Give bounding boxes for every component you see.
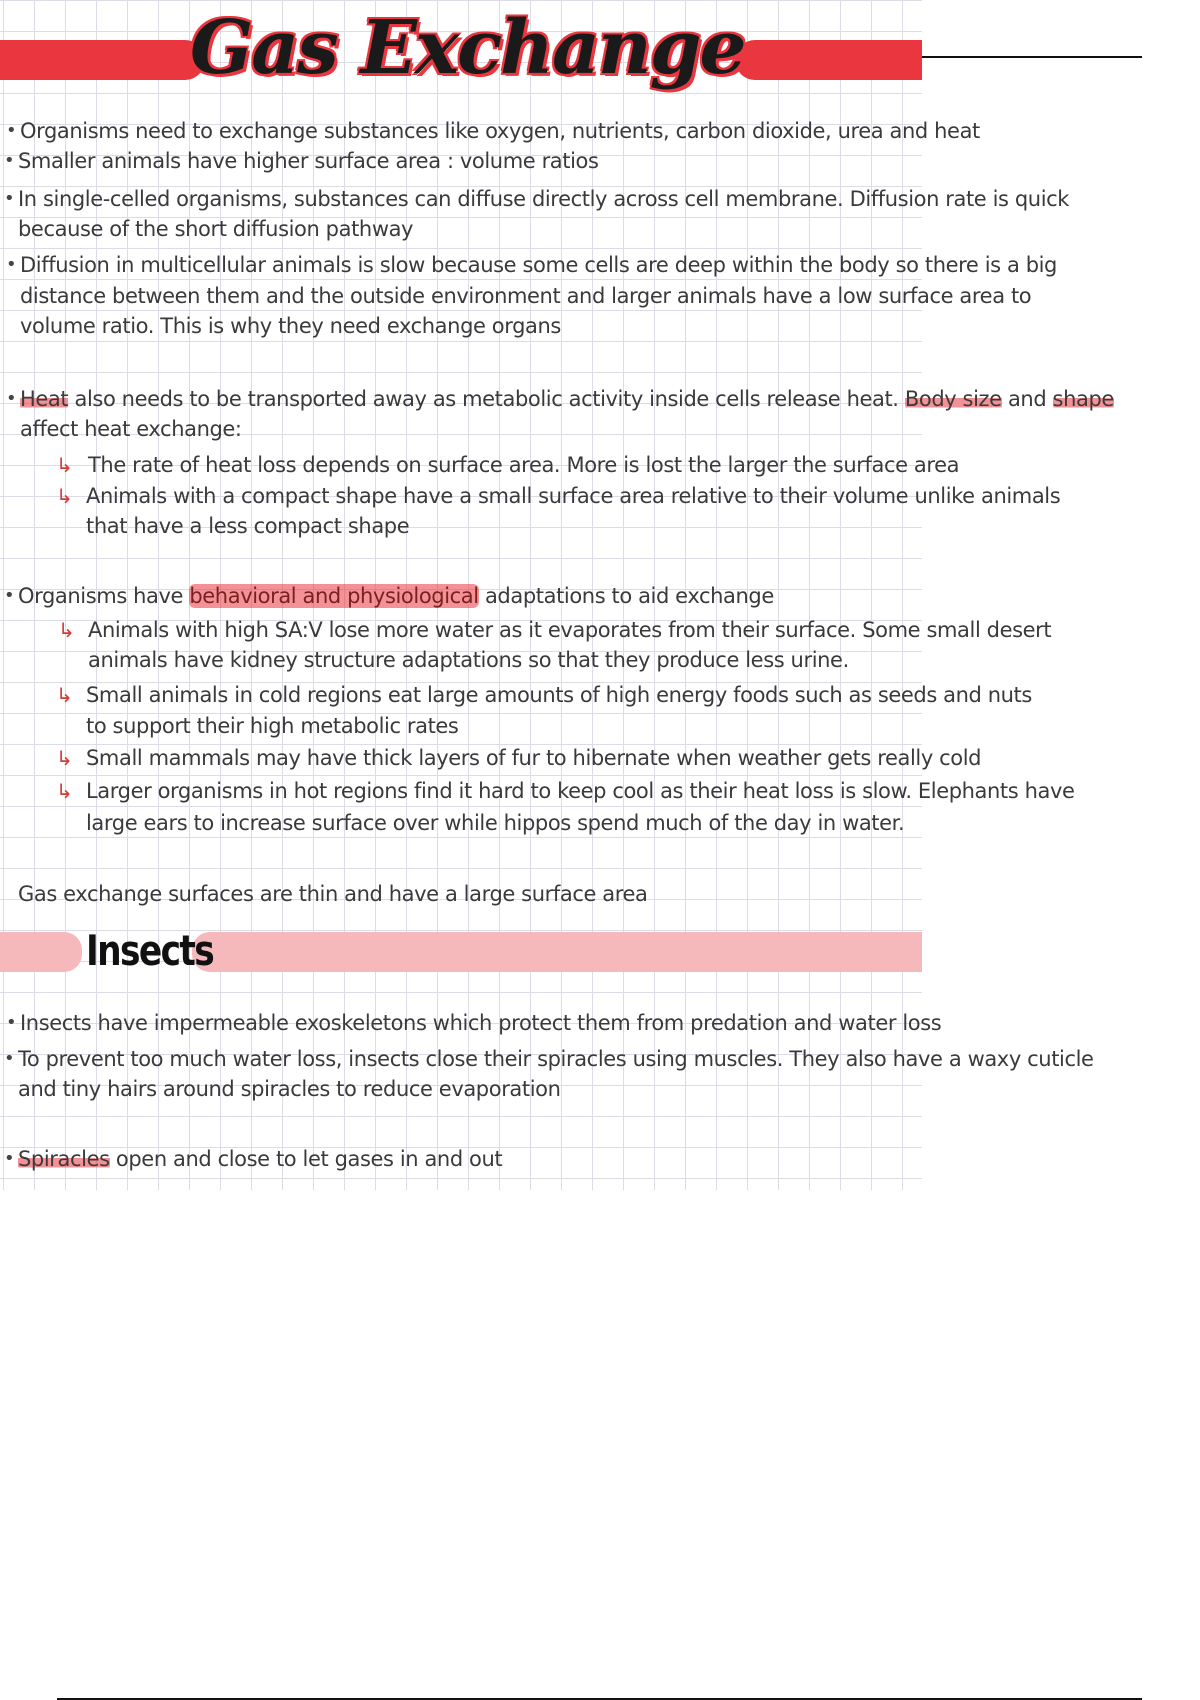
arrow-icon: ↳ [56,453,73,477]
note-line: • Spiracles open and close to let gases in and out [18,1144,502,1174]
note-line: volume ratio. This is why they need exchange organs [20,314,561,338]
note-line: • Organisms need to exchange substances like oxygen, nutrients, carbon dioxide, urea and heat [20,116,980,146]
note-line: to support their high metabolic rates [86,714,459,738]
highlight-heat: Heat [20,387,69,411]
arrow-icon: ↳ [56,683,73,707]
arrow-icon: ↳ [56,484,73,508]
note-line: animals have kidney structure adaptations so that they produce less urine. [88,648,849,672]
arrow-icon: ↳ [56,746,73,770]
note-line: because of the short diffusion pathway [18,217,414,241]
section-heading-insects: Insects [86,926,214,975]
insects-banner-right [192,932,922,972]
highlight-behavioral: behavioral and physiological [189,584,479,608]
highlight-body-size: Body size [904,387,1002,411]
note-line: • Heat also needs to be transported away as metabolic activity inside cells release heat. Body size and shape [20,384,1114,414]
note-line: Larger organisms in hot regions find it hard to keep cool as their heat loss is slow. Elephants have [86,779,1075,803]
note-line: large ears to increase surface over while hippos spend much of the day in water. [86,811,905,835]
note-line: • In single-celled organisms, substances can diffuse directly across cell membrane. Diffusion rate is quick [18,184,1069,214]
note-line: • Insects have impermeable exoskeletons which protect them from predation and water loss [20,1008,941,1038]
note-line: Animals with high SA:V lose more water as it evaporates from their surface. Some small desert [88,618,1052,642]
title-banner-right [735,40,922,80]
note-line: • To prevent too much water loss, insects close their spiracles using muscles. They also have a waxy cuticle [18,1044,1094,1074]
note-line: • Diffusion in multicellular animals is slow because some cells are deep within the body so there is a big [20,250,1057,280]
note-line: affect heat exchange: [20,417,242,441]
note-line: and tiny hairs around spiracles to reduce evaporation [18,1077,561,1101]
note-line: that have a less compact shape [86,514,410,538]
note-line: distance between them and the outside environment and larger animals have a low surface area to [20,284,1032,308]
note-line: Gas exchange surfaces are thin and have a large surface area [18,882,648,906]
page-title: Gas Exchange [190,5,745,91]
header-rule [922,56,1142,58]
note-line: The rate of heat loss depends on surface area. More is lost the larger the surface area [88,453,960,477]
insects-banner-left [0,932,82,972]
note-line: Animals with a compact shape have a small surface area relative to their volume unlike animals [86,484,1061,508]
note-line: • Organisms have behavioral and physiological adaptations to aid exchange [18,581,774,611]
note-line: Small animals in cold regions eat large amounts of high energy foods such as seeds and nuts [86,683,1032,707]
arrow-icon: ↳ [58,618,75,642]
note-line: Small mammals may have thick layers of fur to hibernate when weather gets really cold [86,746,982,770]
note-line: • Smaller animals have higher surface area : volume ratios [18,146,599,176]
highlight-spiracles: Spiracles [18,1147,110,1171]
highlight-shape: shape [1052,387,1114,411]
arrow-icon: ↳ [56,779,73,803]
title-banner-left [0,40,205,80]
